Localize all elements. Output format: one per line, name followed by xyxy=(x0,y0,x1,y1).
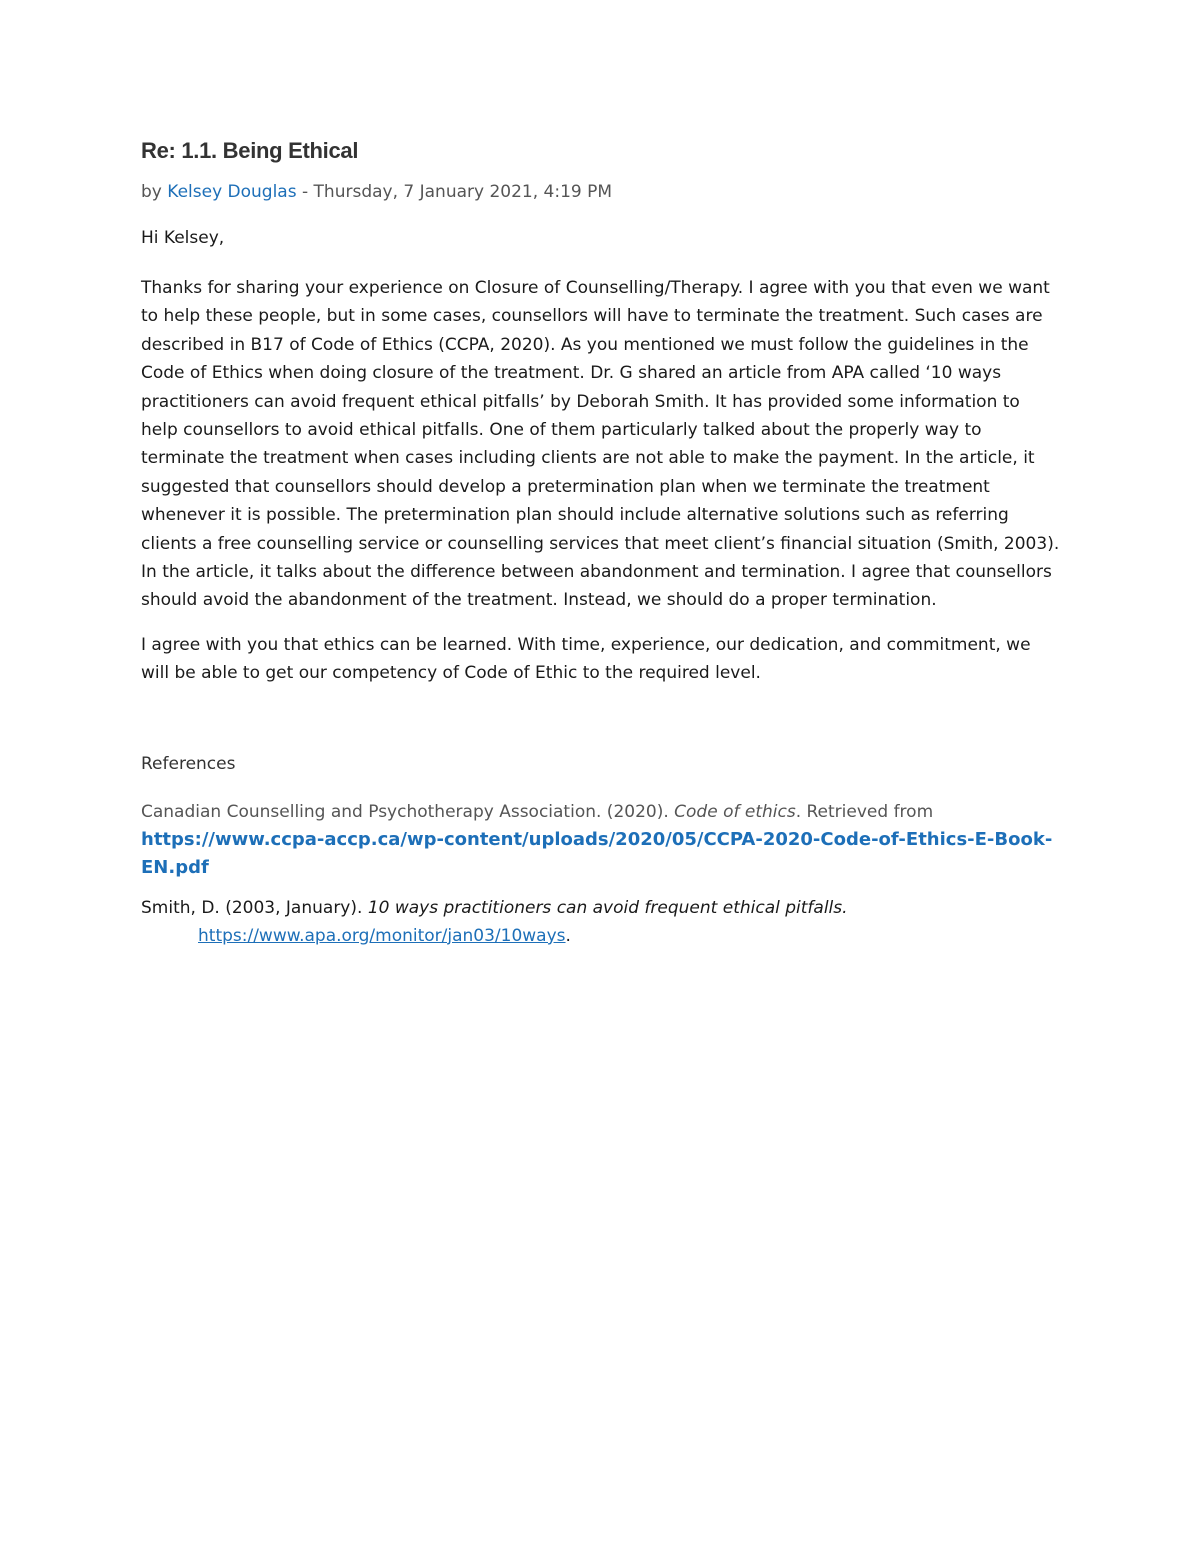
reference-2-url-suffix: . xyxy=(565,925,571,946)
reference-2 xyxy=(141,894,1061,950)
by-label: by xyxy=(141,182,162,202)
author-link[interactable]: Kelsey Douglas xyxy=(167,182,297,202)
reference-1 xyxy=(141,798,1061,882)
body-paragraph-1: Thanks for sharing your experience on Closure of Counselling/Therapy. I agree with you that even we want to help these people, but in some cases, counsellors will have to terminate the treatment. Such cases are described in B17 of Code of Ethics (CCPA, 2020). As you mentioned we must follow the guidelines in the Code of Ethics when doing closure of the treatment. Dr. G shared an article from APA called ‘10 ways practitioners can avoid frequent ethical pitfalls’ by Deborah Smith. It has provided some information to help counsellors to avoid ethical pitfalls. One of them particularly talked about the properly way to terminate the treatment when cases including clients are not able to make the payment. In the article, it suggested that counsellors should develop a pretermination plan when we terminate the treatment whenever it is possible. The pretermination plan should include alternative solutions such as referring clients a free counselling service or counselling services that meet client’s financial situation (Smith, 2003). In the article, it talks about the difference between abandonment and termination. I agree that counsellors should avoid the abandonment of the treatment. Instead, we should do a proper termination. xyxy=(141,278,1060,611)
spacer xyxy=(141,704,1061,750)
reference-2-url-link[interactable]: https://www.apa.org/monitor/jan03/10ways xyxy=(198,925,566,946)
reference-2-title: 10 ways practitioners can avoid frequent ethical pitfalls. xyxy=(367,897,848,918)
reference-1-prefix: Canadian Counselling and Psychotherapy Association. (2020). xyxy=(141,801,675,822)
post-title: Re: 1.1. Being Ethical xyxy=(141,138,359,163)
references-heading: References xyxy=(141,753,236,774)
post-date: Thursday, 7 January 2021, 4:19 PM xyxy=(313,182,613,202)
reference-2-url-line xyxy=(141,922,571,950)
body-paragraph-2: I agree with you that ethics can be learned. With time, experience, our dedication, and commitment, we will be able to get our competency of Code of Ethic to the required level. xyxy=(141,634,1031,684)
reference-1-title: Code of ethics xyxy=(674,801,796,822)
greeting: Hi Kelsey, xyxy=(141,228,225,248)
date-separator: - xyxy=(296,182,314,202)
forum-post xyxy=(141,138,1061,962)
reference-2-prefix: Smith, D. (2003, January). xyxy=(141,897,368,918)
post-byline xyxy=(141,182,1061,202)
reference-1-url-link[interactable]: https://www.ccpa-accp.ca/wp-content/uploads/2020/05/CCPA-2020-Code-of-Ethics-E-Book-EN.pdf xyxy=(141,828,1053,878)
reference-1-suffix: . Retrieved from xyxy=(795,801,934,822)
